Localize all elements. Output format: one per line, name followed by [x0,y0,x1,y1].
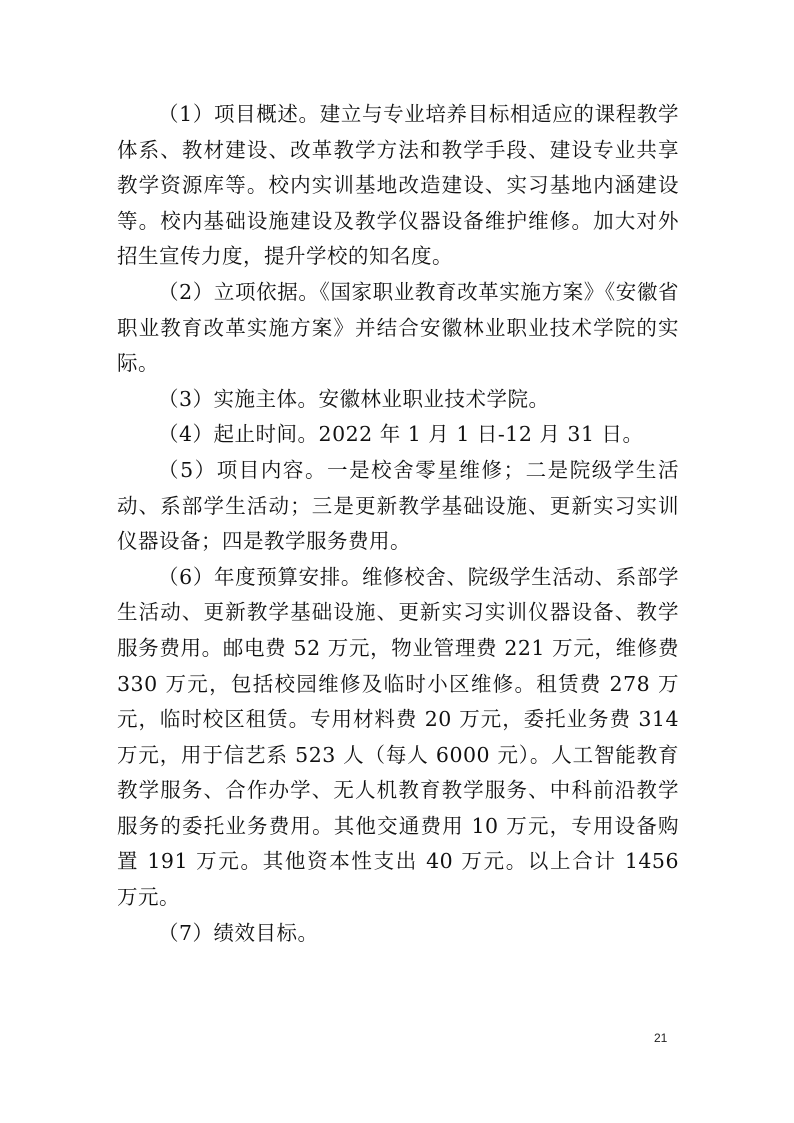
paragraph-implementing-entity: （3）实施主体。安徽林业职业技术学院。 [158,386,550,411]
paragraph-project-basis: （2）立项依据。《国家职业教育改革实施方案》《安徽省职业教育改革实施方案》并结合安徽林业职业技术学院的实际。 [117,279,679,376]
paragraph-project-content: （5）项目内容。一是校舍零星维修；二是院级学生活动、系部学生活动；三是更新教学基础设施、更新实习实训仪器设备；四是教学服务费用。 [117,457,679,554]
page-number: 21 [654,1031,668,1045]
paragraph-project-overview: （1）项目概述。建立与专业培养目标相适应的课程教学体系、教材建设、改革教学方法和教学手段、建设专业共享教学资源库等。校内实训基地改造建设、实习基地内涵建设等。校内基础设施建设及教学仪器设备维护维修。加大对外招生宣传力度，提升学校的知名度。 [117,102,679,269]
paragraph-time-period: （4）起止时间。2022 年 1 月 1 日-12 月 31 日。 [158,422,644,447]
document-body [117,97,679,951]
paragraph-performance-goals: （7）绩效目标。 [158,920,319,945]
paragraph-annual-budget: （6）年度预算安排。维修校舍、院级学生活动、系部学生活动、更新教学基础设施、更新实习实训仪器设备、教学服务费用。邮电费 52 万元，物业管理费 221 万元，维修费 330 万元，包括校园维修及临时小区维修。租赁费 278 万元，临时校区租赁。专用材料费 20 万元，委托业务费 314 万元，用于信艺系 523 人（每人 6000 元）。人工智能教育教学服务、合作办学、无人机教育教学服务、中科前沿教学服务的委托业务费用。其他交通费用 10 万元，专用设备购置 191 万元。其他资本性支出 40 万元。以上合计 1456 万元。 [117,564,679,910]
